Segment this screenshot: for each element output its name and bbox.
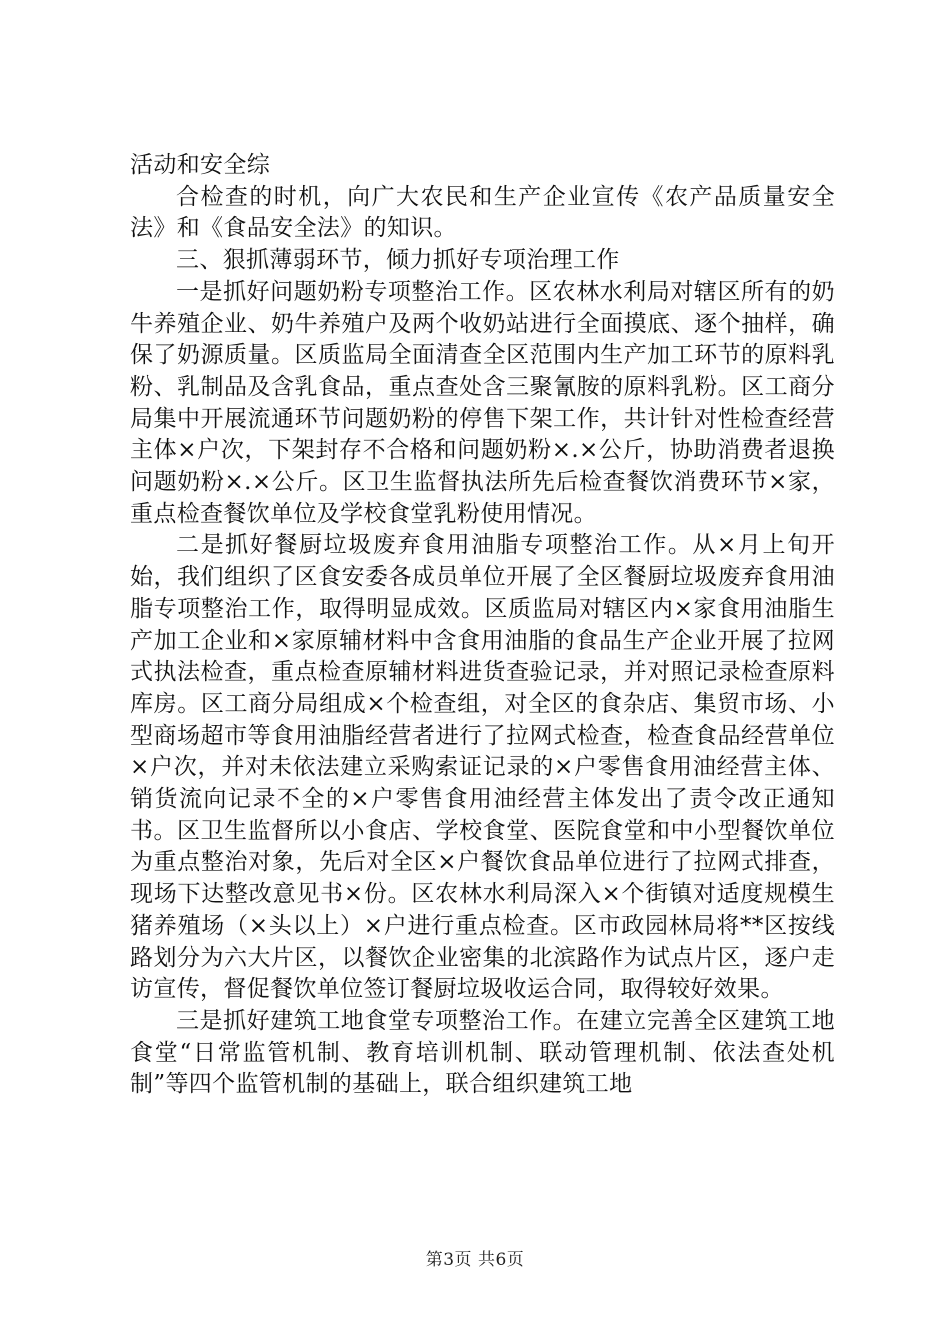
paragraph-milk-powder: 一是抓好问题奶粉专项整治工作。区农林水利局对辖区所有的奶牛养殖企业、奶牛养殖户及两个收奶站进行全面摸底、逐个抽样，确保了奶源质量。区质监局全面清查全区范围内生产加工环节的原料乳粉、乳制品及含乳食品，重点查处含三聚氰胺的原料乳粉。区工商分局集中开展流通环节问题奶粉的停售下架工作，共计针对性检查经营主体×户次，下架封存不合格和问题奶粉×.×公斤，协助消费者退换问题奶粉×.×公斤。区卫生监督执法所先后检查餐饮消费环节×家，重点检查餐饮单位及学校食堂乳粉使用情况。 (130, 278, 835, 527)
paragraph-publicity: 合检查的时机，向广大农民和生产企业宣传《农产品质量安全法》和《食品安全法》的知识。 (130, 183, 835, 242)
document-body (130, 150, 835, 1101)
paragraph-continuation: 活动和安全综 (130, 152, 271, 178)
paragraph-construction-canteen: 三是抓好建筑工地食堂专项整治工作。在建立完善全区建筑工地食堂“日常监管机制、教育培训机制、联动管理机制、依法查处机制”等四个监管机制的基础上，联合组织建筑工地 (130, 1007, 835, 1098)
paragraph-kitchen-waste-oil: 二是抓好餐厨垃圾废弃食用油脂专项整治工作。从×月上旬开始，我们组织了区食安委各成员单位开展了全区餐厨垃圾废弃食用油脂专项整治工作，取得明显成效。区质监局对辖区内×家食用油脂生产加工企业和×家原辅材料中含食用油脂的食品生产企业开展了拉网式执法检查，重点检查原辅材料进货查验记录，并对照记录检查原料库房。区工商分局组成×个检查组，对全区的食杂店、集贸市场、小型商场超市等食用油脂经营者进行了拉网式检查，检查食品经营单位×户次，并对未依法建立采购索证记录的×户零售食用油经营主体、销货流向记录不全的×户零售食用油经营主体发出了责令改正通知书。区卫生监督所以小食店、学校食堂、医院食堂和中小型餐饮单位为重点整治对象，先后对全区×户餐饮食品单位进行了拉网式排查，现场下达整改意见书×份。区农林水利局深入×个街镇对适度规模生猪养殖场（×头以上）×户进行重点检查。区市政园林局将**区按线路划分为六大片区，以餐饮企业密集的北滨路作为试点片区，逐户走访宣传，督促餐饮单位签订餐厨垃圾收运合同，取得较好效果。 (130, 532, 835, 1003)
page-number-footer: 第3页 共6页 (425, 1250, 525, 1270)
section-heading: 三、狠抓薄弱环节，倾力抓好专项治理工作 (176, 247, 620, 274)
